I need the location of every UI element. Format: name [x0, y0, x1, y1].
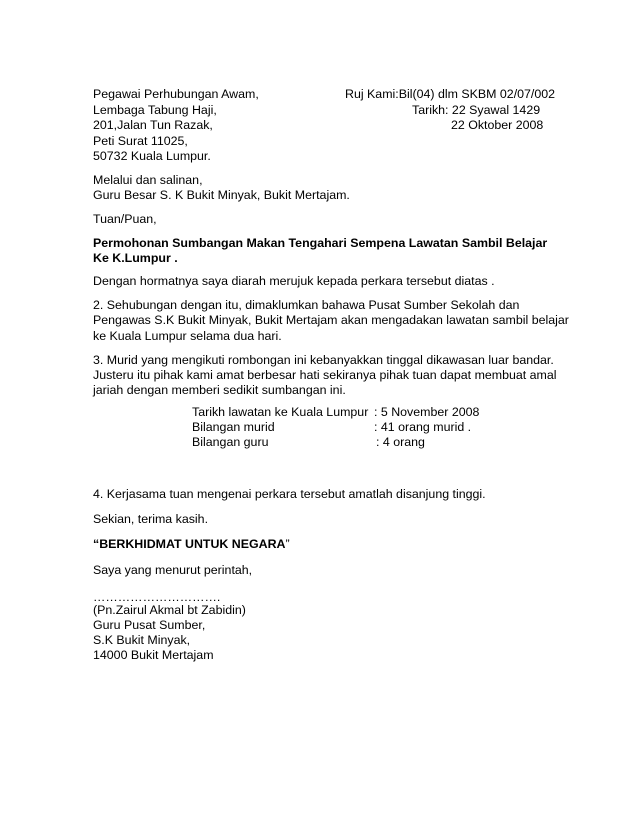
detail-value-students: : 41 orang murid . [374, 420, 472, 434]
signature-dots: …………………………. [93, 590, 221, 604]
subject-line-2: Ke K.Lumpur . [93, 251, 178, 265]
reference-hijri-date: Tarikh: 22 Syawal 1429 [412, 103, 541, 117]
detail-label-students: Bilangan murid [192, 420, 275, 434]
recipient-line-2: Lembaga Tabung Haji, [93, 103, 217, 117]
signature-name: (Pn.Zairul Akmal bt Zabidin) [93, 603, 246, 617]
recipient-line-1: Pegawai Perhubungan Awam, [93, 87, 259, 101]
closing-order: Saya yang menurut perintah, [93, 563, 253, 577]
subject-line-1: Permohonan Sumbangan Makan Tengahari Sempena Lawatan Sambil Belajar [93, 236, 548, 250]
recipient-line-5: 50732 Kuala Lumpur. [93, 149, 211, 163]
detail-label-teachers: Bilangan guru [192, 435, 269, 449]
closing-motto [93, 536, 290, 552]
signature-address: 14000 Bukit Mertajam [93, 648, 214, 662]
paragraph-1: Dengan hormatnya saya diarah merujuk kepada perkara tersebut diatas . [93, 274, 495, 288]
paragraph-3-line-2: Justeru itu pihak kami amat berbesar hati sekiranya pihak tuan dapat membuat amal [93, 368, 557, 382]
signature-position: Guru Pusat Sumber, [93, 618, 206, 632]
signature-school: S.K Bukit Minyak, [93, 633, 191, 647]
detail-value-teachers: : 4 orang [376, 435, 425, 449]
paragraph-4: 4. Kerjasama tuan mengenai perkara tersebut amatlah disanjung tinggi. [93, 487, 486, 501]
recipient-line-3: 201,Jalan Tun Razak, [93, 118, 213, 132]
closing-motto-bold: “BERKHIDMAT UNTUK NEGARA [93, 537, 286, 551]
closing-motto-end: ” [285, 537, 290, 551]
reference-number: Ruj Kami:Bil(04) dlm SKBM 02/07/002 [345, 87, 556, 101]
closing-thanks: Sekian, terima kasih. [93, 512, 209, 526]
paragraph-3-line-3: jariah dengan memberi sedikit sumbangan ini. [93, 383, 346, 397]
salutation: Tuan/Puan, [93, 212, 157, 226]
detail-label-date: Tarikh lawatan ke Kuala Lumpur [192, 405, 369, 419]
reference-date: 22 Oktober 2008 [451, 118, 544, 132]
paragraph-2-line-1: 2. Sehubungan dengan itu, dimaklumkan bahawa Pusat Sumber Sekolah dan [93, 298, 520, 312]
via-line-2: Guru Besar S. K Bukit Minyak, Bukit Mertajam. [93, 188, 350, 202]
via-line-1: Melalui dan salinan, [93, 173, 203, 187]
detail-value-date: : 5 November 2008 [374, 405, 480, 419]
paragraph-3-line-1: 3. Murid yang mengikuti rombongan ini kebanyakkan tinggal dikawasan luar bandar. [93, 353, 554, 367]
paragraph-2-line-3: ke Kuala Lumpur selama dua hari. [93, 329, 282, 343]
recipient-line-4: Peti Surat 11025, [93, 134, 188, 148]
paragraph-2-line-2: Pengawas S.K Bukit Minyak, Bukit Mertajam akan mengadakan lawatan sambil belajar [93, 313, 569, 327]
